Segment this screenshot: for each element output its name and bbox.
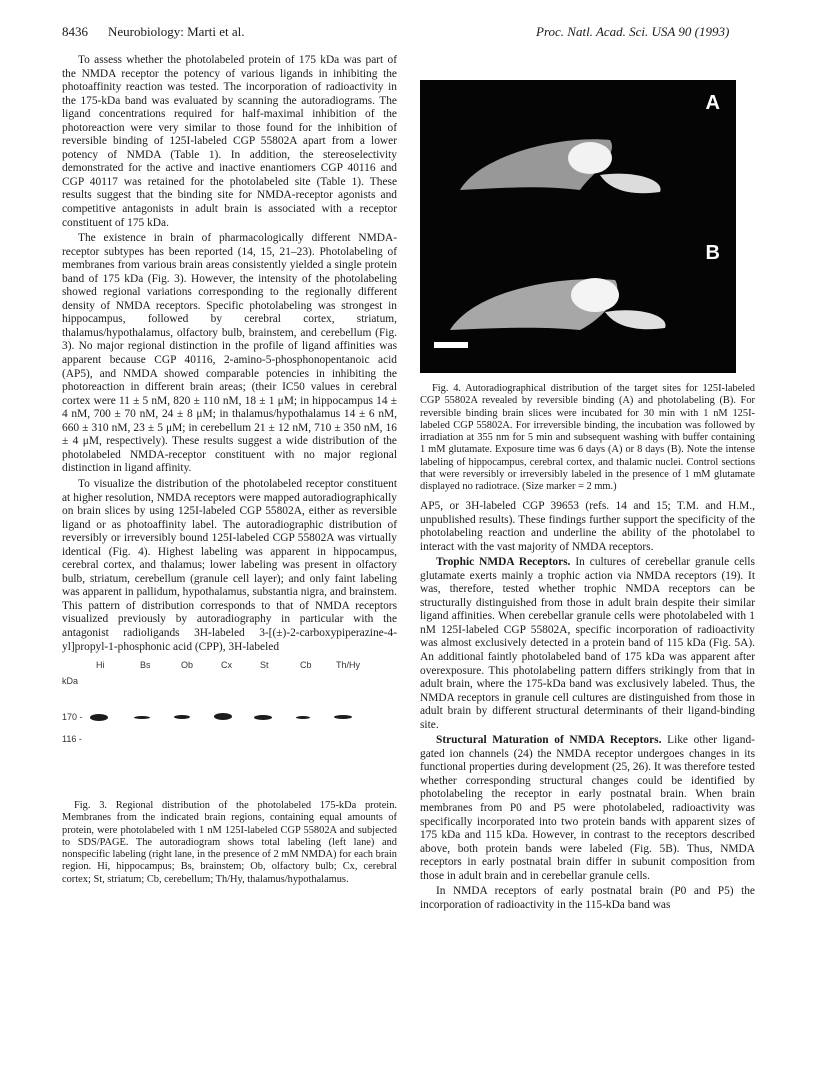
fig4-autoradiograph bbox=[420, 80, 736, 373]
band-thhy bbox=[334, 715, 352, 719]
right-column bbox=[420, 500, 755, 914]
fig3-caption bbox=[62, 800, 397, 886]
lane-label: Bs bbox=[140, 660, 151, 670]
page-number: 8436 bbox=[62, 24, 88, 39]
section-heading: Trophic NMDA Receptors. bbox=[436, 556, 571, 569]
journal-citation: Proc. Natl. Acad. Sci. USA 90 (1993) bbox=[536, 24, 730, 39]
lane-label: Cx bbox=[221, 660, 232, 670]
lane-label: Ob bbox=[181, 660, 194, 670]
band-hi bbox=[90, 714, 108, 721]
unit-label: kDa bbox=[62, 676, 79, 686]
band-bs bbox=[134, 716, 150, 719]
lane-label: Th/Hy bbox=[336, 660, 361, 670]
brain-slices-image bbox=[420, 80, 736, 373]
panel-label-b: B bbox=[705, 242, 720, 264]
caption-text: Fig. 4. Autoradiographical distribution of the target sites for 125I-labeled CGP 55802A revealed by reversible binding (A) and photolabeling (B). For reversible binding brain slices were incubated for 30 min with 1 nM 125I-labeled CGP 55802A. For irreversible binding, the incubation was followed by irradiation at 355 nm for 5 min and subsequent washing with buffer containing 1 mM glutamate. Exposure time was 6 days (A) or 8 days (B). Note the intense labeling of hippocampus, cerebral cortex, and thalamic nuclei. Control sections that were reversibly or irreversibly labeled in the presence of 1 mM glutamate displayed no radiotrace. (Size marker = 2 mm.) bbox=[420, 383, 755, 493]
paragraph: In NMDA receptors of early postnatal brain (P0 and P5) the incorporation of radioactivity in the 115-kDa band was bbox=[420, 885, 755, 911]
paragraph bbox=[420, 556, 755, 732]
lane-label: Hi bbox=[96, 660, 105, 670]
paragraph bbox=[420, 734, 755, 883]
paragraph: AP5, or 3H-labeled CGP 39653 (refs. 14 and 15; T.M. and H.M., unpublished results). These findings further support the specificity of the photolabeling reaction and underline the ability of the photolabel to interact with the vast majority of NMDA receptors. bbox=[420, 500, 755, 553]
paragraph: To assess whether the photolabeled protein of 175 kDa was part of the NMDA receptor the potency of various ligands in inhibiting the photoaffinity reaction was tested. The incorporation of radioactivity in the 175-kDa band was evaluated by scanning the autoradiograms. The ligand concentrations required for half-maximal inhibition of the photoreaction were very similar to those found for the inhibition of reversible binding of 125I-labeled CGP 55802A apart from a lower potency of NMDA (Table 1). In addition, the stereoselectivity demonstrated for the active and inactive enantiomers CGP 40116 and CGP 40117 was retained for the photolabeled site (Table 1). These results suggest that the binding site for NMDA-receptor agonists and competitive antagonists in adult brain is associated with a receptor constituent of 175 kDa. bbox=[62, 54, 397, 229]
marker-170: 170 - bbox=[62, 712, 83, 722]
paragraph: The existence in brain of pharmacologically different NMDA-receptor subtypes has been reported (14, 15, 21–23). Photolabeling of membranes from various brain areas consistently yielded a single protein band of 175 kDa (Fig. 3). However, the intensity of the photolabeling showed regional variations corresponding to the regionally different density of NMDA receptors. Specific photolabeling was strongest in hippocampus, followed by cerebral cortex, striatum, thalamus/hypothalamus, olfactory bulb, brainstem, and cerebellum (Fig. 3). No major regional distinction in the profile of ligand affinities was apparent because CGP 40116, 2-amino-5-phosphonopentanoic acid (AP5), and NMDA showed comparable potencies in inhibiting the photoreaction in different brain areas; (their IC50 values in cerebral cortex were 11 ± 5 nM, 820 ± 110 nM, 18 ± 1 μM; in hippocampus 14 ± 4 nM, 700 ± 70 nM, 24 ± 8 μM; in thalamus/hypothalamus 14 ± 6 nM, 660 ± 310 nM, 23 ± 5 μM; in cerebellum 21 ± 12 nM, 710 ± 350 nM, 16 ± 4 μM, respectively). These results suggest a wide distribution of the photolabeled NMDA-receptor constituent with no major regional distinction in ligand affinity. bbox=[62, 232, 397, 475]
running-title: Neurobiology: Marti et al. bbox=[108, 24, 245, 39]
band-cx bbox=[214, 713, 232, 720]
panel-label-a: A bbox=[705, 92, 720, 114]
fig3-autoradiogram bbox=[62, 660, 382, 770]
fig4-caption bbox=[420, 383, 755, 494]
band-cb bbox=[296, 716, 310, 719]
left-column bbox=[62, 54, 397, 656]
band-st bbox=[254, 715, 272, 720]
paragraph-text: Like other ligand-gated ion channels (24) the NMDA receptor undergoes changes in its functional properties during development (25, 26). It was therefore tested whether corresponding structural changes could be identified by photolabeling the receptor in early postnatal brain. When brain membranes from P0 and P5 were photolabeled, radioactivity was specifically incorporated into two protein bands with apparent sizes of 175 kDa and 115 kDa. However, in contrast to the receptors described above, both protein bands were labeled (Fig. 5B). Thus, NMDA receptors in early postnatal brain differ in subunit composition from those in adult brain and in cerebellar granule cells. bbox=[420, 734, 755, 882]
marker-116: 116 - bbox=[62, 734, 82, 744]
section-heading: Structural Maturation of NMDA Receptors. bbox=[436, 734, 662, 747]
paragraph-text: In cultures of cerebellar granule cells glutamate exerts mainly a trophic action via NMDA receptors (19). It was, therefore, tested whether trophic NMDA receptors can be structurally distinguished from those in adult brain despite their similar ligand affinities. When cerebellar granule cells were photolabeled with 1 nM 125I-labeled CGP 55802A, specific incorporation of radioactivity was almost exclusively detected in a protein band of 115 kDa (Fig. 5A). An additional faintly photolabeled band of 175 kDa was apparent after overexposure. This photolabeling pattern differs strikingly from that in adult brain, where the 175-kDa band was exclusively labeled. Thus, the NMDA receptors in granule cell cultures are distinguished from those in adult brain by different structural determinants of their ligand-binding site. bbox=[420, 556, 755, 731]
lane-label: St bbox=[260, 660, 269, 670]
band-ob bbox=[174, 715, 190, 719]
paragraph: To visualize the distribution of the photolabeled receptor constituent at higher resolution, NMDA receptors were mapped autoradiographically on brain slices by using 125I-labeled CGP 55802A, either as reversible ligand or as photoaffinity label. The autoradiographic distribution of reversibly or irreversibly bound 125I-labeled CGP 55802A was virtually identical (Fig. 4). Highest labeling was apparent in hippocampus, cerebral cortex, and thalamus; lower labeling was present in olfactory bulb, striatum, cerebellum (granule cell layer); and only faint labeling was apparent in pallidum, hypothalamus, substantia nigra, and brainstem. This pattern of distribution corresponds to that of NMDA receptors visualized previously by autoradiography in particular with the antagonist radioligands 3H-labeled 3-[(±)-2-carboxypiperazine-4-yl]propyl-1-phosphonic acid (CPP), 3H-labeled bbox=[62, 477, 397, 653]
caption-text: Fig. 3. Regional distribution of the photolabeled 175-kDa protein. Membranes from the indicated brain regions, containing equal amounts of protein, were photolabeled with 1 nM 125I-labeled CGP 55802A and subjected to SDS/PAGE. The autoradiogram shows total labeling (left lane) and nonspecific labeling (right lane, in the presence of 2 mM NMDA) for each brain region. Hi, hippocampus; Bs, brainstem; Ob, olfactory bulb; Cx, cerebral cortex; St, striatum; Cb, cerebellum; Th/Hy, thalamus/hypothalamus. bbox=[62, 800, 397, 885]
lane-label: Cb bbox=[300, 660, 312, 670]
